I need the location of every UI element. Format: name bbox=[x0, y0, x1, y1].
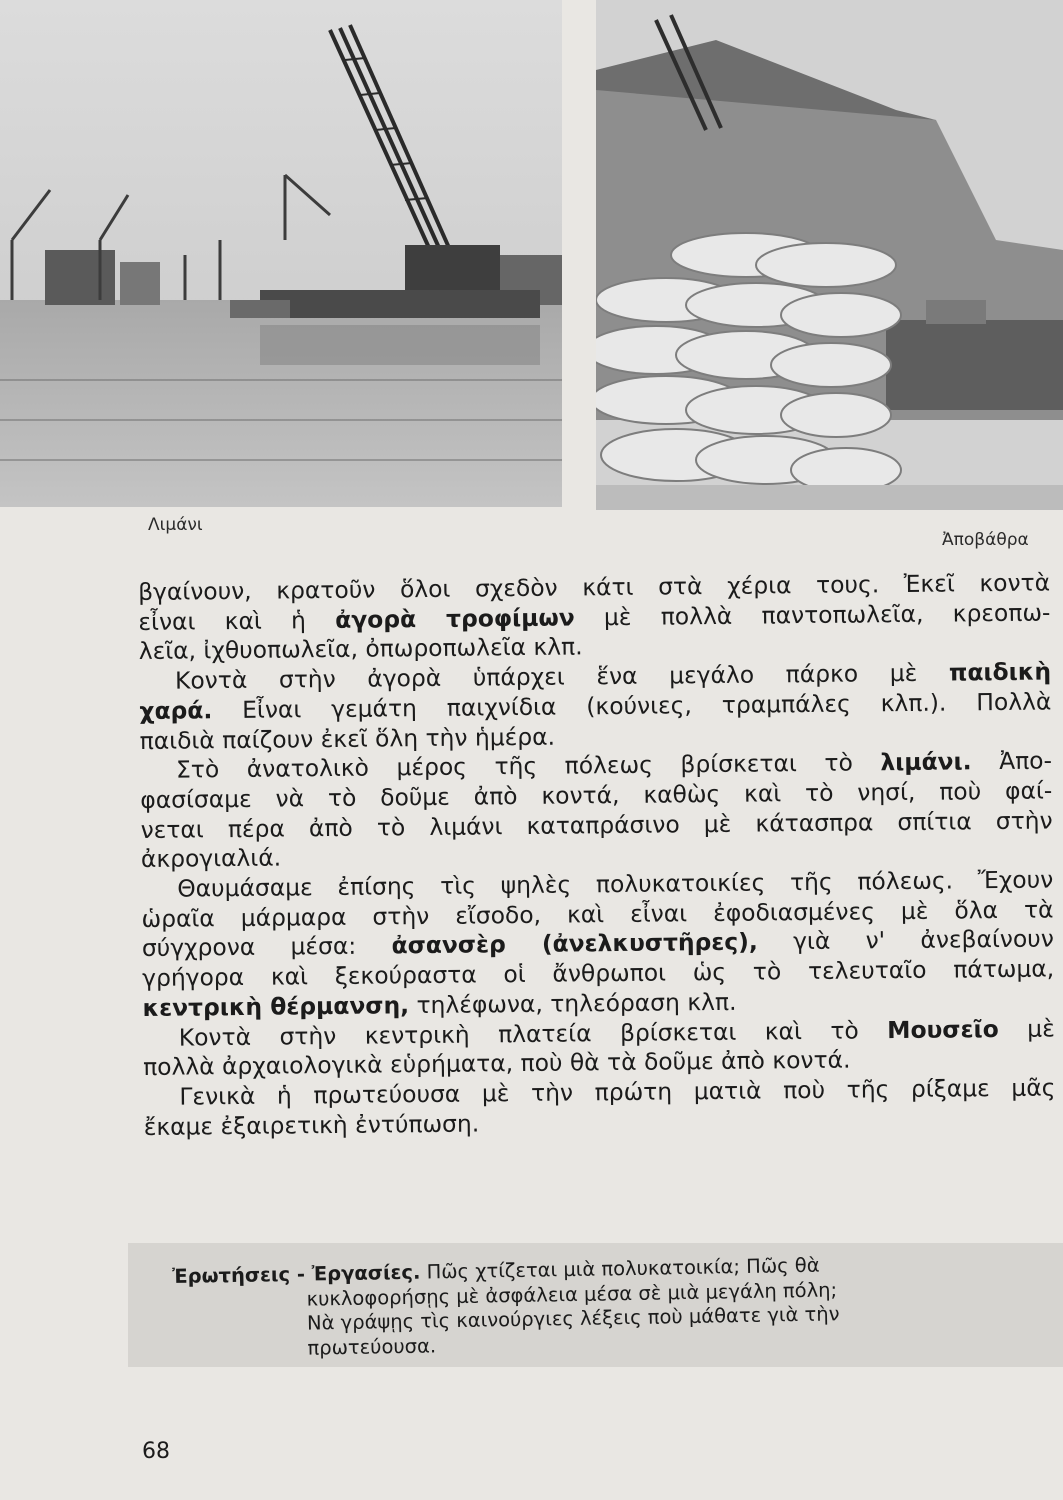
text-line: ἔκαμε ἐξαιρετικὴ ἐντύπωση. bbox=[143, 1109, 480, 1141]
keyword-food-market: ἀγορὰ τροφίμων bbox=[335, 603, 575, 634]
page-number: 68 bbox=[142, 1439, 170, 1464]
body-text bbox=[138, 568, 1056, 1142]
harbour-photo bbox=[0, 0, 562, 507]
text-line: ἀκρογιαλιά. bbox=[140, 843, 282, 874]
keyword-museum: Μουσεῖο bbox=[887, 1014, 999, 1044]
question-text: κυκλοφορήσῃς μὲ ἀσφάλεια μέσα σὲ μιὰ μεγάλη πόλη; bbox=[306, 1277, 838, 1311]
text-line: νεται πέρα ἀπὸ τὸ λιμάνι καταπράσινο μὲ κάτασπρα σπίτια στὴν bbox=[140, 806, 1053, 844]
text-run: σύγχρονα μέσα: bbox=[141, 931, 392, 963]
text-run: μὲ bbox=[998, 1013, 1055, 1043]
keyword-central-heating: κεντρικὴ θέρμανση, bbox=[142, 991, 410, 1022]
paragraph-1 bbox=[138, 568, 1051, 667]
quay-photo bbox=[596, 0, 1063, 510]
text-run: τηλέφωνα, τηλεόραση κλπ. bbox=[408, 987, 737, 1020]
text-run: Εἶναι γεμάτη παιχνίδια (κούνιες, τραμπάλες κλπ.). Πολλὰ bbox=[212, 687, 1052, 725]
question-text: Πῶς χτίζεται μιὰ πολυκατοικία; Πῶς θὰ bbox=[426, 1253, 820, 1284]
text-line: ὡραῖα μάρμαρα στὴν εἴσοδο, καὶ εἶναι ἐφοδιασμένες μὲ ὅλα τὰ bbox=[141, 895, 1054, 933]
keyword-playground-2: χαρά. bbox=[139, 696, 213, 725]
paragraph-3 bbox=[140, 747, 1053, 875]
text-line: λεῖα, ἰχθυοπωλεῖα, ὀπωροπωλεῖα κλπ. bbox=[138, 632, 583, 666]
paragraph-6 bbox=[143, 1073, 1056, 1142]
text-line: παιδιὰ παίζουν ἐκεῖ ὅλη τὴν ἡμέρα. bbox=[139, 722, 556, 755]
text-line: πολλὰ ἀρχαιολογικὰ εὑρήματα, ποὺ θὰ τὰ δοῦμε ἀπὸ κοντά. bbox=[142, 1045, 851, 1082]
text-run: Κοντὰ στὴν κεντρικὴ πλατεία βρίσκεται καὶ τὸ bbox=[178, 1015, 888, 1052]
paragraph-2 bbox=[139, 658, 1052, 757]
question-text: πρωτεύουσα. bbox=[307, 1333, 437, 1360]
keyword-harbour: λιμάνι. bbox=[880, 747, 972, 777]
text-run: μὲ πολλὰ παντοπωλεῖα, κρεοπω- bbox=[574, 598, 1051, 632]
harbour-caption: Λιμάνι bbox=[148, 515, 203, 535]
text-line: Θαυμάσαμε ἐπίσης τὶς ψηλὲς πολυκατοικίες τῆς πόλεως. Ἔχουν bbox=[177, 865, 1054, 903]
text-run: εἶναι καὶ ἡ bbox=[138, 605, 336, 636]
paragraph-4 bbox=[141, 865, 1055, 1023]
text-run: Στὸ ἀνατολικὸ μέρος τῆς πόλεως βρίσκεται τὸ bbox=[175, 748, 881, 784]
text-line: βγαίνουν, κρατοῦν ὅλοι σχεδὸν κάτι στὰ χέρια τους. Ἐκεῖ κοντὰ bbox=[138, 568, 1051, 606]
text-line: φασίσαμε νὰ τὸ δοῦμε ἀπὸ κοντά, καθὼς καὶ τὸ νησί, ποὺ φαί- bbox=[140, 776, 1053, 814]
questions-text bbox=[172, 1250, 1029, 1363]
text-line: γρήγορα καὶ ξεκούραστα οἱ ἄνθρωποι ὡς τὸ τελευταῖο πάτωμα, bbox=[142, 954, 1055, 993]
keyword-elevators: ἀσανσὲρ (ἀνελκυστῆρες), bbox=[391, 927, 758, 960]
text-line: Γενικὰ ἡ πρωτεύουσα μὲ τὴν πρώτη ματιὰ ποὺ τῆς ρίξαμε μᾶς bbox=[179, 1073, 1056, 1111]
paragraph-5 bbox=[143, 1014, 1056, 1083]
question-text: Νὰ γράψῃς τὶς καινούργιες λέξεις ποὺ μάθατε γιὰ τὴν bbox=[306, 1302, 840, 1335]
text-run: γιὰ ν' ἀνεβαίνουν bbox=[757, 924, 1054, 956]
questions-box bbox=[128, 1243, 1063, 1367]
quay-caption: Ἀποβάθρα bbox=[942, 530, 1029, 550]
keyword-playground: παιδικὴ bbox=[948, 657, 1052, 687]
text-run: Κοντὰ στὴν ἀγορὰ ὑπάρχει ἕνα μεγάλο πάρκο μὲ bbox=[174, 658, 950, 695]
text-run: Ἀπο- bbox=[971, 746, 1053, 776]
questions-heading: Ἐρωτήσεις - Ἐργασίες. bbox=[172, 1260, 421, 1288]
